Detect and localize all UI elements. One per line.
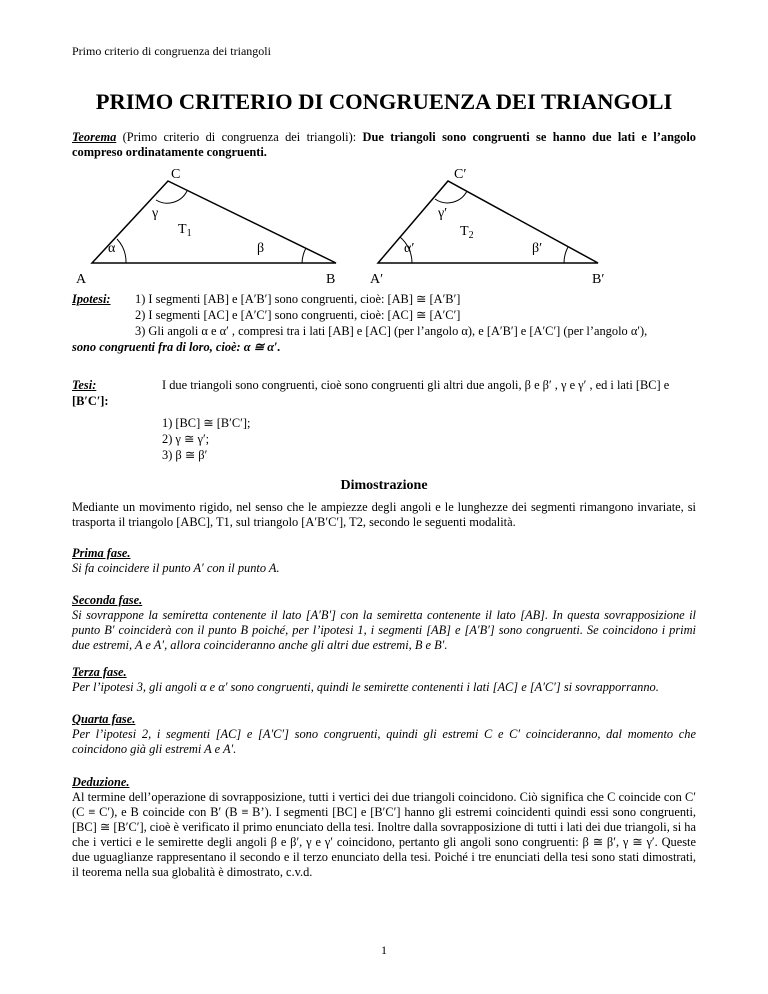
- angle-gamma: γ: [152, 206, 159, 221]
- phase-4-text: Per l’ipotesi 2, i segmenti [AC] e [A′C′] sono congruenti, quindi gli estremi C e C′ coincideranno, dal momento che coincidono già gli estremi A e A′.: [72, 727, 696, 756]
- triangle-t2-label: $T_2$: [460, 224, 474, 241]
- angle-beta-prime: β′: [532, 241, 543, 256]
- deduction-title: Deduzione.: [72, 775, 130, 789]
- page-number: 1: [381, 943, 387, 957]
- hypothesis-item-2: 2) I segmenti [AC] e [A′C′] sono congruenti, cioè: [AC] ≅ [A′C′]: [135, 308, 461, 322]
- triangles-figure: [70, 160, 630, 290]
- thesis-intro: I due triangoli sono congruenti, cioè sono congruenti gli altri due angoli, β e β′ , γ e γ′ , ed i lati [BC] e: [162, 378, 670, 392]
- thesis-item-1: 1) [BC] ≅ [B′C′];: [162, 416, 251, 430]
- phase-4: [72, 712, 696, 757]
- theorem-name: (Primo criterio di congruenza dei triangoli): [122, 130, 353, 144]
- theorem-text: Due triangoli sono congruenti se hanno due lati e l’angolo compreso ordinatamente congruenti.: [72, 130, 696, 159]
- vertex-a: A: [76, 272, 87, 287]
- phase-2-title: Seconda fase.: [72, 593, 143, 607]
- triangle-t1: [76, 167, 336, 287]
- vertex-b: B: [326, 272, 336, 287]
- angle-alpha: α: [108, 241, 116, 256]
- demonstration-intro: Mediante un movimento rigido, nel senso che le ampiezze degli angoli e le lunghezze dei segmenti rimangono invariate, si trasporta il triangolo [ABC], T1, sul triangolo [A′B′C′], T2, secondo le seguenti modalità.: [72, 500, 696, 529]
- angle-beta: β: [257, 241, 265, 256]
- hypothesis-label: Ipotesi:: [72, 292, 111, 306]
- vertex-c-prime: C′: [454, 167, 467, 182]
- angle-alpha-prime: α′: [404, 241, 415, 256]
- thesis-label-cont: [B′C′]:: [72, 394, 109, 408]
- vertex-a-prime: A′: [370, 272, 384, 287]
- phase-3: [72, 665, 696, 695]
- running-header: Primo criterio di congruenza dei triangoli: [72, 44, 271, 58]
- phase-4-title: Quarta fase.: [72, 712, 136, 726]
- theorem-label: Teorema: [72, 130, 117, 144]
- phase-1-text: Si fa coincidere il punto A′ con il punto A.: [72, 561, 280, 575]
- phase-3-title: Terza fase.: [72, 665, 127, 679]
- phase-1: [72, 546, 696, 576]
- page-title: PRIMO CRITERIO DI CONGRUENZA DEI TRIANGOLI: [95, 89, 673, 114]
- demonstration-heading: Dimostrazione: [340, 478, 428, 493]
- triangle-t2: [370, 167, 604, 287]
- phase-2: [72, 593, 696, 653]
- vertex-c: C: [171, 167, 181, 182]
- thesis-item-2: 2) γ ≅ γ′;: [162, 432, 210, 446]
- hypothesis-item-3-cont: sono congruenti fra di loro, cioè: α ≅ α′.: [72, 340, 281, 354]
- phase-1-title: Prima fase.: [72, 546, 131, 560]
- angle-gamma-prime: γ′: [438, 206, 448, 221]
- theorem-statement: Teorema (Primo criterio di congruenza dei triangoli): Due triangoli sono congruenti se hanno due lati e l’angolo compreso ordinatamente congruenti.: [72, 130, 696, 159]
- vertex-b-prime: B′: [592, 272, 605, 287]
- thesis-item-3: 3) β ≅ β′: [162, 448, 208, 462]
- deduction: [72, 775, 696, 880]
- deduction-text: Al termine dell’operazione di sovrapposizione, tutti i vertici dei due triangoli coincidono. Ciò significa che C coincide con C′ (C ≡ C′), e B coincide con B′ (B ≡ B’). I segmenti [BC] e [B′C′] hanno gli estremi coincidenti quindi essi sono congruenti, [BC] ≅ [B′C′], cioè è verificato il primo enunciato della tesi. Inoltre dalla sovrapposizione di tutti i lati dei due triangoli, si ha che i vertici e le semirette degli angoli β e β′, γ e γ′ coincidono, pertanto gli angoli sono congruenti: β ≅ β′, γ ≅ γ′. Queste due uguaglianze rappresentano il secondo e il terzo enunciato della tesi. Poiché i tre enunciati della tesi sono stati dimostrati, il teorema nella sua globalità è dimostrato, c.v.d.: [72, 790, 696, 879]
- hypothesis-item-1: 1) I segmenti [AB] e [A′B′] sono congruenti, cioè: [AB] ≅ [A′B′]: [135, 292, 461, 306]
- phase-2-text: Si sovrappone la semiretta contenente il lato [A′B′] con la semiretta contenente il lato [AB]. In questa sovrapposizione il punto B′ coinciderà con il punto B poiché, per l’ipotesi 1, i segmenti [AB] e [A′B′] sono congruenti. Se coincidono i primi due estremi, A e A′, allora coincideranno anche gli altri due estremi, B e B′.: [72, 608, 696, 652]
- hypothesis-item-3: 3) Gli angoli α e α′ , compresi tra i lati [AB] e [AC] (per l’angolo α), e [A′B′] e [A′C′] (per l’angolo α′),: [135, 324, 648, 338]
- thesis-label: Tesi:: [72, 378, 97, 392]
- triangle-t1-label: $T_1$: [178, 222, 192, 239]
- phase-3-text: Per l’ipotesi 3, gli angoli α e α′ sono congruenti, quindi le semirette contenenti i lati [AC] e [A′C′] si sovrapporranno.: [72, 680, 659, 694]
